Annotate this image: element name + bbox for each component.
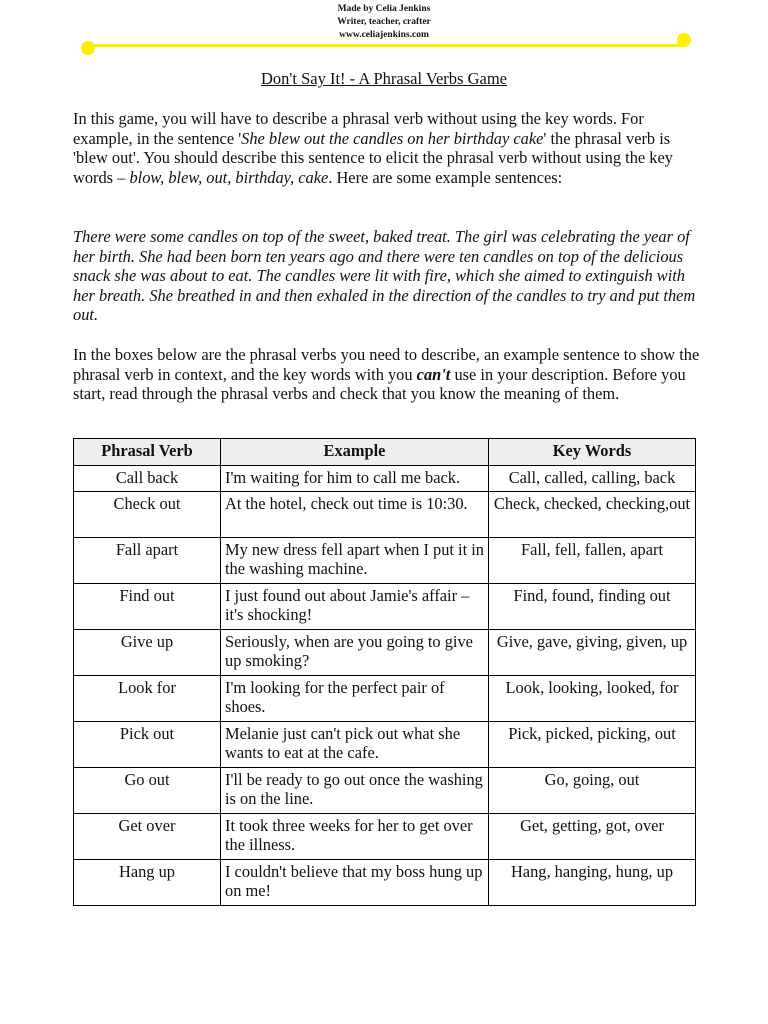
table-row [74,721,696,767]
example-cell: I couldn't believe that my boss hung up on me! [221,859,489,905]
phrasal-verb-cell: Fall apart [74,537,221,583]
instructions-text-1: In the boxes below are the phrasal verbs you need to describe, an example sentence to show the phrasal verb in context, and the key words with you [73,345,700,384]
divider-dot-right [677,33,691,47]
phrasal-verb-cell: Get over [74,813,221,859]
key-words-cell: Give, gave, giving, given, up [489,629,696,675]
instructions-emphasis: can't [416,364,451,384]
phrasal-verb-cell: Call back [74,466,221,492]
instructions-paragraph [73,345,703,404]
example-cell: At the hotel, check out time is 10:30. [221,491,489,537]
phrasal-verb-cell: Check out [74,491,221,537]
example-cell: I'm waiting for him to call me back. [221,466,489,492]
key-words-cell: Hang, hanging, hung, up [489,859,696,905]
author-website: www.celiajenkins.com [339,30,429,40]
key-words-cell: Find, found, finding out [489,583,696,629]
intro-text-3: . Here are some example sentences: [328,167,563,187]
table-row [74,675,696,721]
example-cell: Seriously, when are you going to give up smoking? [221,629,489,675]
phrasal-verbs-table [73,438,696,906]
table-row [74,859,696,905]
divider-dot-left [81,41,95,55]
example-paragraph: There were some candles on top of the sweet, baked treat. The girl was celebrating the year of her birth. She had been born ten years ago and there were ten candles on top of the delicious snack she was about to eat. The candles were lit with fire, which she aimed to extinguish with her breath. She breathed in and then exhaled in the direction of the candles to try and put them out. [73,227,696,325]
table-row [74,537,696,583]
example-cell: I just found out about Jamie's affair – it's shocking! [221,583,489,629]
table-header-row [74,439,696,466]
example-cell: I'm looking for the perfect pair of shoes. [221,675,489,721]
header-phrasal-verb: Phrasal Verb [74,439,221,466]
phrasal-verb-cell: Hang up [74,859,221,905]
table-row [74,491,696,537]
key-words-cell: Go, going, out [489,767,696,813]
intro-text-2: ' the phrasal verb is 'blew out'. You should describe this sentence to elicit the phrasal verb without using the key words – [73,128,673,187]
header-key-words: Key Words [489,439,696,466]
key-words-cell: Call, called, calling, back [489,466,696,492]
example-cell: It took three weeks for her to get over the illness. [221,813,489,859]
key-words-cell: Fall, fell, fallen, apart [489,537,696,583]
phrasal-verb-cell: Give up [74,629,221,675]
phrasal-verb-cell: Go out [74,767,221,813]
instructions-text-2: use in your description. Before you start, read through the phrasal verbs and check that you know the meaning of them. [73,364,686,404]
intro-paragraph [73,109,703,187]
phrasal-verb-cell: Find out [74,583,221,629]
example-cell: Melanie just can't pick out what she wants to eat at the cafe. [221,721,489,767]
header-example: Example [221,439,489,466]
key-words-cell: Pick, picked, picking, out [489,721,696,767]
intro-key-words: blow, blew, out, birthday, cake [129,167,329,187]
phrasal-verb-cell: Pick out [74,721,221,767]
table-row [74,466,696,492]
table-row [74,767,696,813]
example-cell: I'll be ready to go out once the washing is on the line. [221,767,489,813]
author-tagline: Writer, teacher, crafter [337,17,431,27]
key-words-cell: Look, looking, looked, for [489,675,696,721]
author-header [0,3,768,42]
author-name: Made by Celia Jenkins [337,4,431,14]
table-row [74,629,696,675]
intro-example-sentence: She blew out the candles on her birthday cake [241,128,544,148]
key-words-cell: Check, checked, checking,out [489,491,696,537]
table-row [74,813,696,859]
page-title: Don't Say It! - A Phrasal Verbs Game [260,69,507,88]
table-row [74,583,696,629]
phrasal-verb-cell: Look for [74,675,221,721]
key-words-cell: Get, getting, got, over [489,813,696,859]
example-cell: My new dress fell apart when I put it in the washing machine. [221,537,489,583]
intro-text-1: In this game, you will have to describe a phrasal verb without using the key words. For example, in the sentence ' [73,109,644,148]
header-divider [88,44,684,47]
